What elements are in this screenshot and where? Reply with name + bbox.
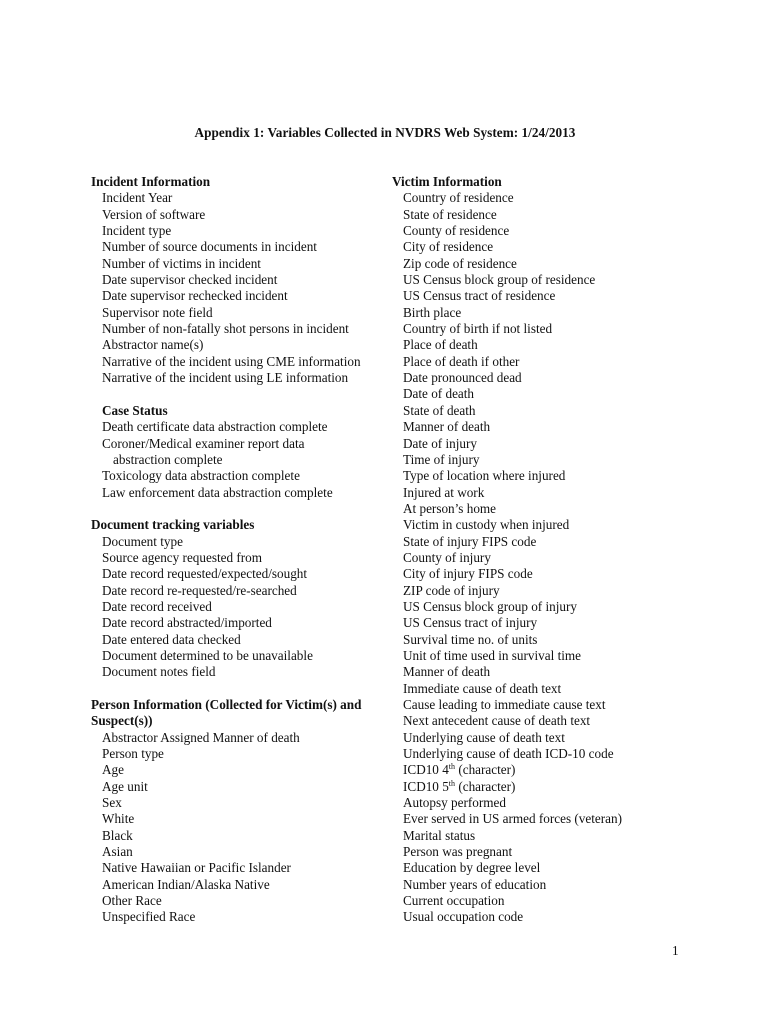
list-item: Black — [102, 827, 133, 843]
list-item: Immediate cause of death text — [403, 680, 562, 696]
left-column — [91, 174, 391, 926]
page-title: Appendix 1: Variables Collected in NVDRS Web System: 1/24/2013 — [194, 125, 576, 140]
list-item: Autopsy performed — [403, 795, 506, 811]
list-item: Cause leading to immediate cause text — [403, 697, 606, 712]
right-column — [392, 174, 642, 926]
list-item: US Census block group of injury — [403, 598, 577, 614]
list-item: ZIP code of injury — [403, 582, 500, 598]
section-spacer — [91, 681, 391, 697]
icd-suffix: (character) — [455, 778, 516, 794]
list-item: Death certificate data abstraction complete — [102, 419, 328, 435]
list-item: Time of injury — [403, 451, 480, 467]
list-item: Number years of education — [403, 876, 547, 892]
page-number: 1 — [672, 943, 679, 958]
list-item: Native Hawaiian or Pacific Islander — [102, 860, 291, 876]
list-item: Narrative of the incident using LE information — [102, 370, 349, 386]
section-heading-incident: Incident Information — [91, 174, 211, 189]
list-item: US Census block group of residence — [403, 272, 596, 288]
list-item: Person was pregnant — [403, 844, 513, 860]
list-item: Unit of time used in survival time — [403, 647, 582, 663]
list-item: Age unit — [102, 778, 148, 794]
list-item: Place of death if other — [403, 353, 520, 369]
list-item: Education by degree level — [403, 860, 541, 876]
list-item: Injured at work — [403, 484, 485, 500]
list-item: Toxicology data abstraction complete — [102, 468, 300, 484]
icd-suffix: (character) — [455, 762, 516, 778]
list-item: Victim in custody when injured — [403, 517, 570, 533]
list-item: Unspecified Race — [102, 909, 196, 925]
list-item: Survival time no. of units — [403, 631, 538, 647]
list-item: US Census tract of injury — [403, 615, 538, 631]
list-item: Date entered data checked — [102, 631, 241, 647]
list-item: US Census tract of residence — [403, 288, 556, 304]
list-item: Abstractor name(s) — [102, 337, 204, 353]
list-item: Narrative of the incident using CME information — [102, 353, 361, 369]
section-spacer — [91, 501, 391, 517]
list-item: Usual occupation code — [403, 909, 524, 925]
list-item: Incident type — [102, 223, 172, 239]
list-item: White — [102, 811, 135, 827]
icd-prefix: ICD10 5 — [403, 778, 449, 794]
list-item: Underlying cause of death text — [403, 729, 565, 745]
list-item: Date supervisor rechecked incident — [102, 288, 288, 304]
list-item: Number of source documents in incident — [102, 239, 317, 255]
list-item: Date pronounced dead — [403, 370, 522, 386]
list-item: Document determined to be unavailable — [102, 647, 313, 663]
list-item: County of residence — [403, 223, 510, 239]
list-item: Date of death — [403, 386, 475, 402]
list-item: Date record received — [102, 598, 212, 614]
list-item: Source agency requested from — [102, 549, 263, 565]
list-item: Type of location where injured — [403, 468, 566, 484]
section-heading-victim: Victim Information — [392, 174, 502, 189]
list-item: Date record requested/expected/sought — [102, 566, 308, 582]
list-item-continuation: abstraction complete — [113, 451, 223, 467]
section-spacer — [91, 386, 391, 402]
list-item: Document notes field — [102, 664, 216, 680]
list-item: Birth place — [403, 304, 462, 320]
list-item: American Indian/Alaska Native — [102, 876, 270, 892]
list-item: Asian — [102, 844, 133, 860]
list-item: Other Race — [102, 893, 162, 909]
list-item: Manner of death — [403, 419, 491, 435]
list-item: Age — [102, 762, 124, 778]
list-item: Sex — [102, 795, 122, 811]
list-item: Place of death — [403, 337, 478, 353]
ordinal-superscript: th — [448, 778, 456, 788]
list-item: City of residence — [403, 239, 494, 255]
list-item: Supervisor note field — [102, 304, 213, 320]
list-item: Manner of death — [403, 664, 491, 680]
list-item: Person type — [102, 746, 164, 762]
list-item: Date record abstracted/imported — [102, 615, 272, 631]
list-item: Country of residence — [403, 190, 514, 206]
list-item: Ever served in US armed forces (veteran) — [403, 811, 622, 827]
list-item: Incident Year — [102, 190, 173, 206]
list-item-icd10-4th — [392, 762, 642, 778]
list-item-icd10-5th — [392, 779, 642, 795]
list-item: Underlying cause of death ICD-10 code — [403, 746, 614, 762]
list-item: Zip code of residence — [403, 255, 517, 271]
list-item: Date supervisor checked incident — [102, 272, 278, 288]
list-item: Country of birth if not listed — [403, 321, 553, 337]
list-item: Law enforcement data abstraction complete — [102, 484, 333, 500]
list-item: Date record re-requested/re-searched — [102, 582, 297, 598]
list-item: Coroner/Medical examiner report data — [102, 435, 305, 451]
list-item: City of injury FIPS code — [403, 566, 533, 582]
list-item: Next antecedent cause of death text — [403, 713, 591, 729]
list-item: Document type — [102, 533, 183, 549]
list-item: State of injury FIPS code — [403, 533, 537, 549]
list-item: Number of non-fatally shot persons in incident — [102, 321, 349, 337]
list-item: State of death — [403, 402, 476, 418]
list-item: State of residence — [403, 206, 497, 222]
icd-prefix: ICD10 4 — [403, 762, 449, 778]
list-item: At person’s home — [403, 500, 497, 516]
list-item: County of injury — [403, 549, 491, 565]
section-heading-document-tracking: Document tracking variables — [91, 517, 255, 533]
list-item: Current occupation — [403, 893, 505, 909]
section-heading-person: Person Information (Collected for Victim(s) and Suspect(s)) — [91, 697, 362, 729]
list-item: Abstractor Assigned Manner of death — [102, 729, 300, 745]
list-item: Marital status — [403, 827, 476, 843]
list-item: Version of software — [102, 206, 206, 222]
ordinal-superscript: th — [448, 762, 456, 772]
section-heading-case-status: Case Status — [102, 402, 168, 418]
list-item: Number of victims in incident — [102, 255, 261, 271]
list-item: Date of injury — [403, 435, 477, 451]
